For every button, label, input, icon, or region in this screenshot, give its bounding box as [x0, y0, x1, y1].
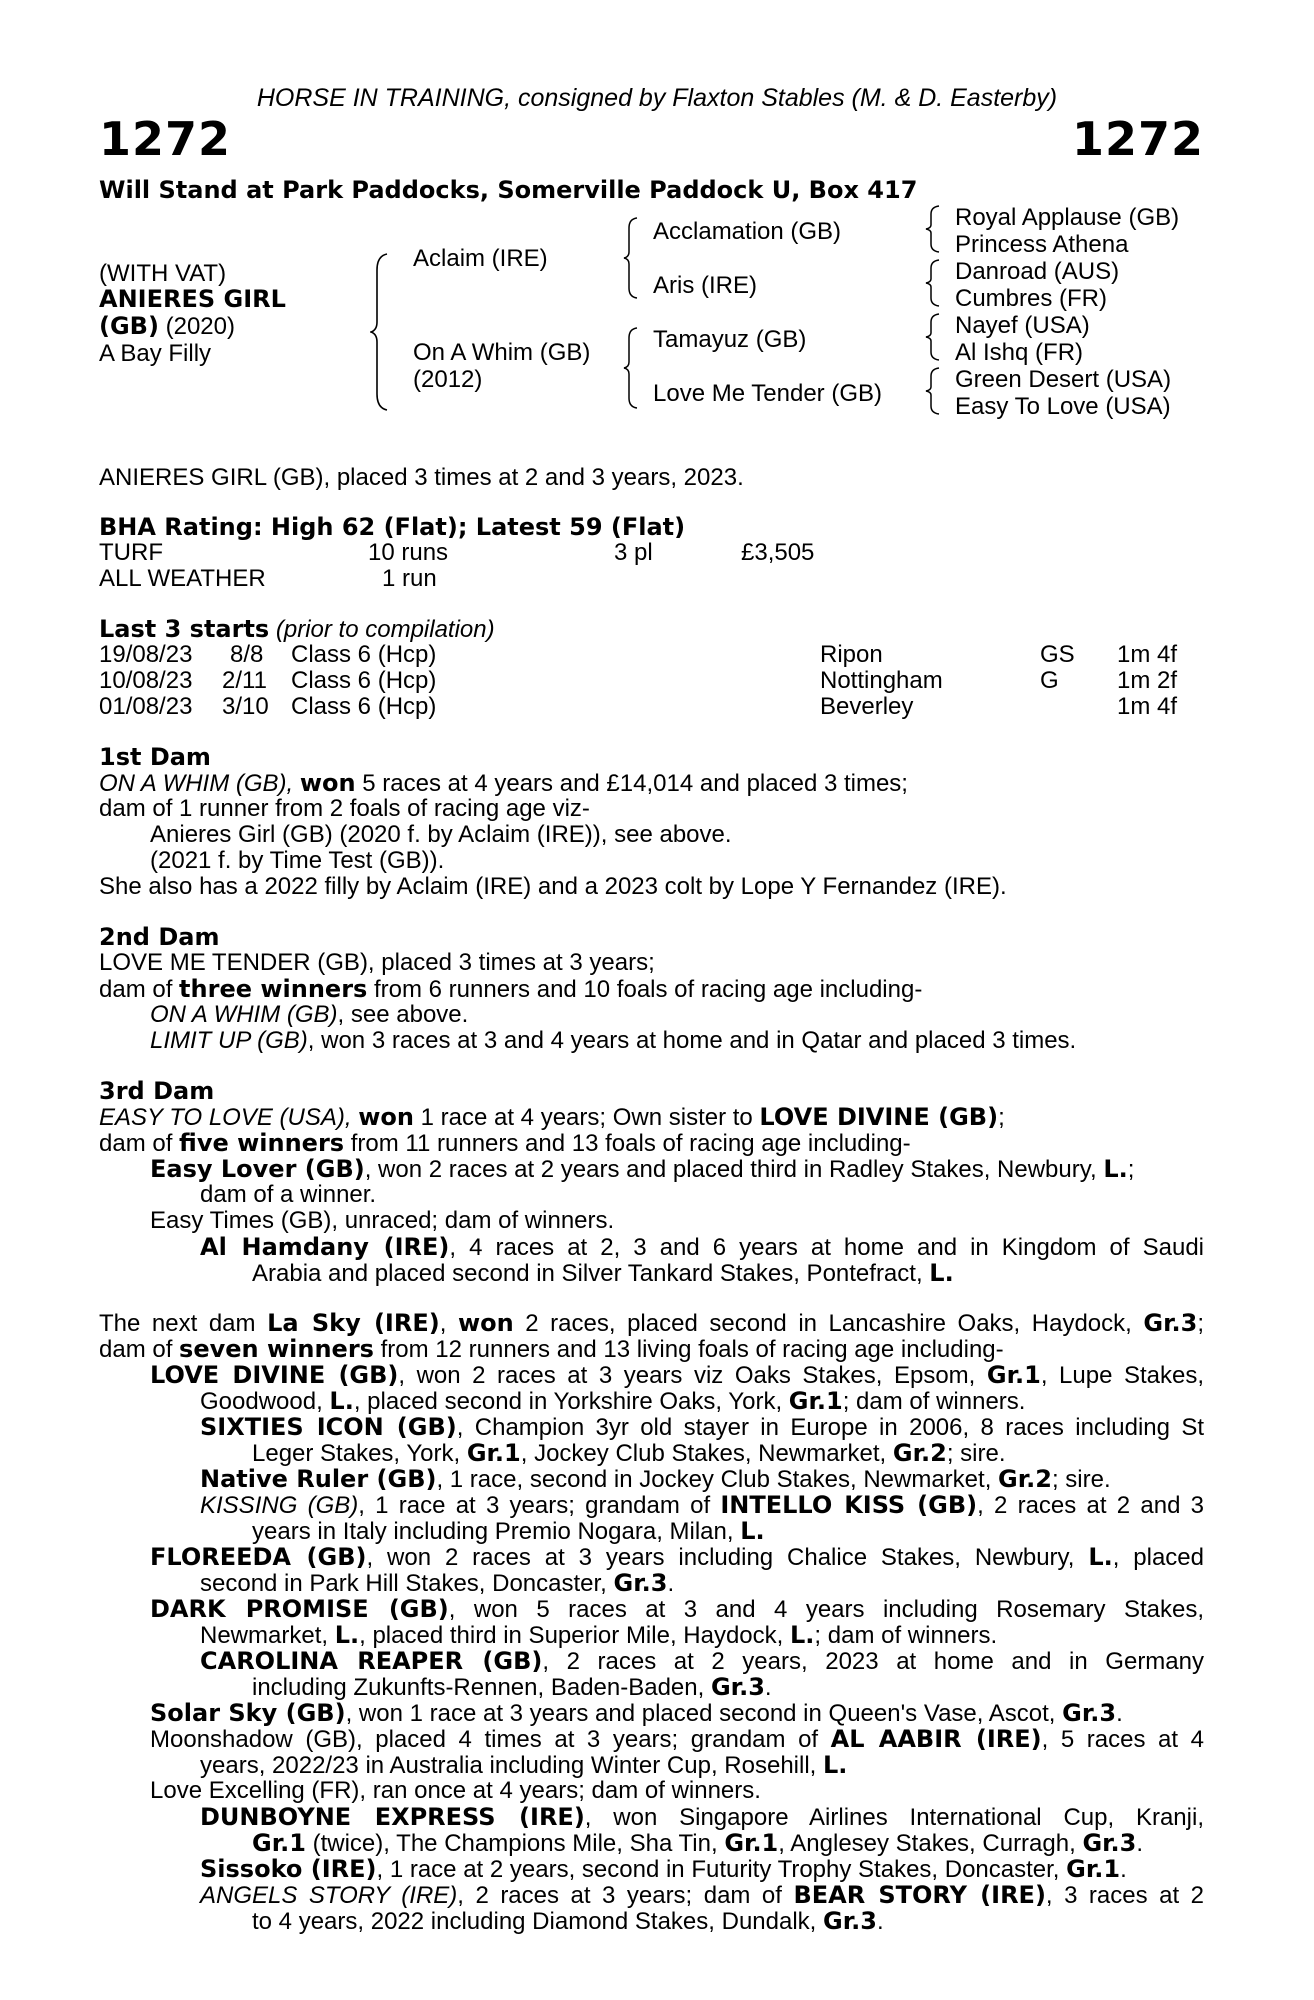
- text-segment: , 1 race at 2 years, second in Futurity Trophy Stakes, Doncaster,: [376, 1856, 1067, 1883]
- text-segment: years in Italy including Premio Nogara, Milan,: [252, 1518, 741, 1545]
- next-dam-line: [99, 1336, 1004, 1363]
- text-segment: .: [1136, 1830, 1144, 1857]
- progeny-name: Native Ruler (GB): [200, 1465, 437, 1493]
- race-grade: Gr.1: [788, 1387, 843, 1415]
- start-course: Beverley: [820, 693, 914, 720]
- progeny-name: ANGELS STORY (IRE): [200, 1882, 458, 1909]
- progeny-name: ON A WHIM (GB): [150, 1001, 338, 1028]
- text-segment: (twice), The Champions Mile, Sha Tin,: [305, 1830, 725, 1857]
- gen3-dsd: Al Ishq (FR): [955, 339, 1084, 366]
- race-grade: Gr.3: [613, 1569, 668, 1597]
- text-segment: ; sire.: [1051, 1466, 1111, 1493]
- winners-count: seven winners: [179, 1335, 374, 1363]
- text-segment: , won 1 race at 3 years and placed second in Queen's Vase, Ascot,: [345, 1700, 1063, 1727]
- text-segment: , Anglesey Stakes, Curragh,: [778, 1830, 1083, 1857]
- horse-summary: ANIERES GIRL (GB), placed 3 times at 2 and 3 years, 2023.: [99, 464, 744, 491]
- next-dam-line: [200, 1804, 1204, 1831]
- text-segment: The next dam: [99, 1310, 268, 1337]
- progeny-name: Al Hamdany (IRE): [200, 1233, 450, 1261]
- dam-name: ON A WHIM (GB),: [99, 770, 294, 797]
- next-dam-line: [200, 1570, 674, 1597]
- text-segment: , 1 race, second in Jockey Club Stakes, Newmarket,: [436, 1466, 999, 1493]
- winners-count: five winners: [179, 1129, 345, 1157]
- dam-year: (2012): [413, 366, 483, 393]
- text-segment: ; sire.: [946, 1440, 1006, 1467]
- text-segment: Arabia and placed second in Silver Tankard Stakes, Pontefract,: [252, 1260, 930, 1287]
- text-segment: Goodwood,: [200, 1388, 330, 1415]
- text-segment: , 1 race at 3 years; grandam of: [358, 1492, 721, 1519]
- dam-record: 5 races at 4 years and £14,014 and placed 3 times;: [355, 770, 908, 797]
- race-grade: Gr.1: [1066, 1855, 1121, 1883]
- horse-origin: (GB): [99, 312, 159, 340]
- rating-runs: 1 run: [382, 565, 437, 592]
- text-segment: ,: [439, 1310, 458, 1337]
- last-starts-heading: Last 3 starts: [99, 615, 270, 643]
- race-grade: Gr.1: [986, 1361, 1041, 1389]
- next-dam-line: [99, 1310, 1204, 1337]
- rating-surface: TURF: [99, 539, 163, 566]
- third-dam-line: [200, 1234, 1204, 1261]
- next-dam-line: [150, 1726, 1204, 1753]
- text-segment: , 3 races at 2: [1045, 1882, 1204, 1909]
- rating-prize: £3,505: [741, 539, 815, 566]
- progeny-name: KISSING (GB): [200, 1492, 359, 1519]
- text-segment: including Zukunfts-Rennen, Baden-Baden,: [252, 1674, 711, 1701]
- brace-gen3-1: [925, 204, 941, 254]
- start-position: 3/10: [222, 693, 269, 720]
- gen3-sss: Royal Applause (GB): [955, 204, 1180, 231]
- next-dam-line: [150, 1700, 1123, 1727]
- progeny-name: SIXTIES ICON (GB): [200, 1413, 457, 1441]
- dam-dam: Love Me Tender (GB): [653, 380, 882, 407]
- text-segment: , won 2 races at 2 years and placed third in Radley Stakes, Newbury,: [364, 1156, 1104, 1183]
- race-grade: Gr.3: [710, 1673, 765, 1701]
- text-segment: from 6 runners and 10 foals of racing age including-: [367, 976, 923, 1003]
- brace-gen3-3: [925, 312, 941, 362]
- next-dam-line: [200, 1752, 847, 1779]
- text-segment: , won 3 races at 3 and 4 years at home and in Qatar and placed 3 times.: [307, 1027, 1077, 1054]
- race-grade: Gr.1: [252, 1829, 306, 1857]
- progeny-name: DUNBOYNE EXPRESS (IRE): [200, 1803, 585, 1831]
- text-segment: , placed third in Superior Mile, Haydock,: [359, 1622, 790, 1649]
- next-dam-line: [150, 1544, 1204, 1571]
- text-segment: Leger Stakes, York,: [252, 1440, 467, 1467]
- text-segment: 1 race at 4 years; Own sister to: [413, 1104, 760, 1131]
- first-dam-line: Anieres Girl (GB) (2020 f. by Aclaim (IRE)), see above.: [150, 821, 732, 848]
- start-date: 19/08/23: [99, 641, 193, 668]
- text-segment: , placed second in Yorkshire Oaks, York,: [353, 1388, 789, 1415]
- next-dam-line: [252, 1908, 884, 1935]
- race-grade: Gr.3: [1143, 1309, 1198, 1337]
- next-dam-line: [150, 1596, 1204, 1623]
- next-dam-line: [200, 1648, 1204, 1675]
- next-dam-line: [252, 1830, 1143, 1857]
- progeny-name: Sissoko (IRE): [200, 1855, 377, 1883]
- next-dam-line: [200, 1882, 1204, 1909]
- text-segment: ; dam of winners.: [814, 1622, 998, 1649]
- race-grade: Gr.2: [998, 1465, 1052, 1493]
- race-grade: L.: [740, 1517, 765, 1545]
- rating-placed: 3 pl: [614, 539, 653, 566]
- next-dam-line: [200, 1414, 1204, 1441]
- first-dam-line: (2021 f. by Time Test (GB)).: [150, 847, 445, 874]
- race-grade: L.: [929, 1259, 954, 1287]
- horse-description: A Bay Filly: [99, 340, 212, 367]
- last-starts-subtitle: (prior to compilation): [275, 616, 495, 643]
- brace-gen3-4: [925, 366, 941, 416]
- horse-year: (2020): [165, 313, 235, 340]
- start-position: 8/8: [230, 641, 264, 668]
- text-segment: , Lupe Stakes,: [1040, 1362, 1204, 1389]
- start-position: 2/11: [222, 667, 267, 694]
- second-dam-title: 2nd Dam: [99, 923, 220, 951]
- start-going: GS: [1040, 641, 1075, 668]
- start-course: Ripon: [820, 641, 883, 668]
- text-segment: , placed: [1112, 1544, 1204, 1571]
- text-segment: to 4 years, 2022 including Diamond Stakes, Dundalk,: [252, 1908, 823, 1935]
- first-dam-line: She also has a 2022 filly by Aclaim (IRE) and a 2023 colt by Lope Y Fernandez (IRE).: [99, 873, 1007, 900]
- gen3-sds: Danroad (AUS): [955, 258, 1120, 285]
- stand-location: Will Stand at Park Paddocks, Somerville Paddock U, Box 417: [99, 176, 918, 204]
- gen3-ddd: Easy To Love (USA): [955, 393, 1171, 420]
- bha-rating-title: BHA Rating: High 62 (Flat); Latest 59 (Flat): [99, 513, 686, 541]
- text-segment: from 11 runners and 13 foals of racing age including-: [344, 1130, 911, 1157]
- race-grade: L.: [790, 1621, 815, 1649]
- next-dam-line: [252, 1674, 772, 1701]
- brace-gen2-dam: [623, 326, 639, 410]
- first-dam-line: dam of 1 runner from 2 foals of racing age viz-: [99, 795, 590, 822]
- start-distance: 1m 4f: [1117, 693, 1178, 720]
- progeny-name: CAROLINA REAPER (GB): [200, 1647, 543, 1675]
- progeny-name: Solar Sky (GB): [150, 1699, 346, 1727]
- next-dam-line: [200, 1622, 997, 1649]
- text-segment: ;: [1127, 1156, 1135, 1183]
- text-segment: dam of: [99, 1130, 180, 1157]
- horse-origin-year: [99, 313, 235, 340]
- third-dam-line: [99, 1130, 911, 1157]
- start-class: Class 6 (Hcp): [291, 641, 437, 668]
- second-dam-line: [150, 1002, 468, 1028]
- text-segment: second in Park Hill Stakes, Doncaster,: [200, 1570, 614, 1597]
- race-grade: Gr.1: [466, 1439, 521, 1467]
- text-segment: , 2 races at 2 and 3: [977, 1492, 1204, 1519]
- progeny-name: LIMIT UP (GB): [150, 1027, 308, 1054]
- next-dam-line: [150, 1362, 1204, 1389]
- brace-gen1: [370, 252, 390, 412]
- next-dam-line: [252, 1440, 1006, 1467]
- grandchild-name: BEAR STORY (IRE): [793, 1881, 1046, 1909]
- first-dam-title: 1st Dam: [99, 743, 211, 771]
- text-segment: , Jockey Club Stakes, Newmarket,: [520, 1440, 893, 1467]
- gen3-dss: Nayef (USA): [955, 312, 1090, 339]
- progeny-name: FLOREEDA (GB): [150, 1543, 367, 1571]
- last-starts-title: [99, 616, 495, 643]
- start-class: Class 6 (Hcp): [291, 693, 437, 720]
- sire-dam: Aris (IRE): [653, 272, 757, 299]
- text-segment: , won 2 races at 3 years including Chalice Stakes, Newbury,: [366, 1544, 1089, 1571]
- text-segment: .: [1116, 1700, 1123, 1727]
- third-dam-line: dam of a winner.: [200, 1181, 377, 1208]
- race-grade: Gr.1: [724, 1829, 779, 1857]
- text-segment: , 2 races at 3 years; dam of: [457, 1882, 794, 1909]
- progeny-name: LOVE DIVINE (GB): [150, 1361, 399, 1389]
- start-distance: 1m 2f: [1117, 667, 1178, 694]
- text-segment: ;: [1197, 1310, 1204, 1337]
- text-segment: ;: [998, 1104, 1005, 1131]
- text-segment: , Champion 3yr old stayer in Europe in 2006, 8 races including St: [456, 1414, 1205, 1441]
- next-dam-line: [200, 1492, 1204, 1519]
- text-segment: .: [667, 1570, 675, 1597]
- next-dam-line: [200, 1466, 1111, 1493]
- race-grade: Gr.3: [823, 1907, 877, 1935]
- race-grade: L.: [329, 1387, 354, 1415]
- third-dam-line: [99, 1104, 1005, 1131]
- won-label: won: [299, 769, 356, 797]
- text-segment: ; dam of winners.: [842, 1388, 1026, 1415]
- brace-gen2-sire: [623, 216, 639, 300]
- text-segment: dam of: [99, 976, 180, 1003]
- second-dam-line: [150, 1028, 1076, 1054]
- race-grade: L.: [1103, 1155, 1128, 1183]
- race-grade: Gr.2: [892, 1439, 947, 1467]
- gen3-ssd: Princess Athena: [955, 231, 1129, 258]
- race-grade: L.: [823, 1751, 848, 1779]
- start-class: Class 6 (Hcp): [291, 667, 437, 694]
- race-grade: L.: [334, 1621, 360, 1649]
- progeny-name: DARK PROMISE (GB): [150, 1595, 449, 1623]
- consignment-line: HORSE IN TRAINING, consigned by Flaxton Stables (M. & D. Easterby): [256, 84, 1058, 112]
- text-segment: .: [764, 1674, 772, 1701]
- won-label: won: [457, 1309, 514, 1337]
- start-date: 01/08/23: [99, 693, 193, 720]
- grandchild-name: INTELLO KISS (GB): [720, 1491, 978, 1519]
- text-segment: years, 2022/23 in Australia including Winter Cup, Rosehill,: [200, 1752, 823, 1779]
- rating-runs: 10 runs: [368, 539, 449, 566]
- text-segment: , 2 races at 2 years, 2023 at home and in Germany: [542, 1648, 1204, 1675]
- text-segment: , won 5 races at 3 and 4 years including Rosemary Stakes,: [448, 1596, 1204, 1623]
- won-label: won: [358, 1103, 414, 1131]
- third-dam-line: [252, 1260, 954, 1287]
- next-dam-line: [252, 1518, 765, 1545]
- text-segment: , won 2 races at 3 years viz Oaks Stakes, Epsom,: [398, 1362, 987, 1389]
- text-segment: .: [1120, 1856, 1127, 1883]
- text-segment: , 5 races at 4: [1041, 1726, 1204, 1753]
- next-dam-line: [200, 1388, 1025, 1415]
- rating-surface: ALL WEATHER: [99, 565, 266, 592]
- text-segment: , see above.: [337, 1001, 469, 1028]
- next-dam-line: Love Excelling (FR), ran once at 4 years; dam of winners.: [150, 1777, 761, 1804]
- text-segment: .: [876, 1908, 884, 1935]
- vat-note: (WITH VAT): [99, 260, 227, 287]
- text-segment: Newmarket,: [200, 1622, 335, 1649]
- progeny-name: Easy Lover (GB): [150, 1155, 365, 1183]
- race-grade: Gr.3: [1082, 1829, 1137, 1857]
- dam-name: EASY TO LOVE (USA),: [99, 1104, 352, 1131]
- start-date: 10/08/23: [99, 667, 193, 694]
- text-segment: dam of: [99, 1336, 180, 1363]
- race-grade: Gr.3: [1062, 1699, 1117, 1727]
- grandchild-name: AL AABIR (IRE): [830, 1725, 1042, 1753]
- dam: On A Whim (GB): [413, 339, 591, 366]
- start-course: Nottingham: [820, 667, 943, 694]
- second-dam-line: LOVE ME TENDER (GB), placed 3 times at 3 years;: [99, 949, 655, 976]
- third-dam-line: Easy Times (GB), unraced; dam of winners.: [150, 1207, 615, 1234]
- sire-sire: Acclamation (GB): [653, 218, 842, 245]
- text-segment: from 12 runners and 13 living foals of racing age including-: [373, 1336, 1004, 1363]
- text-segment: , won Singapore Airlines International Cup, Kranji,: [584, 1804, 1204, 1831]
- gen3-dds: Green Desert (USA): [955, 366, 1172, 393]
- third-dam-line: [150, 1156, 1134, 1183]
- first-dam-line: [99, 770, 908, 797]
- race-grade: L.: [1088, 1543, 1113, 1571]
- sire: Aclaim (IRE): [413, 245, 548, 272]
- start-going: G: [1040, 667, 1059, 694]
- lot-number-left: 1272: [99, 112, 232, 166]
- text-segment: 2 races, placed second in Lancashire Oaks, Haydock,: [513, 1310, 1144, 1337]
- second-dam-line: [99, 976, 922, 1003]
- third-dam-title: 3rd Dam: [99, 1077, 215, 1105]
- start-distance: 1m 4f: [1117, 641, 1178, 668]
- horse-name: ANIERES GIRL: [99, 285, 286, 313]
- text-segment: , 4 races at 2, 3 and 6 years at home and in Kingdom of Saudi: [449, 1234, 1204, 1261]
- text-segment: Moonshadow (GB), placed 4 times at 3 years; grandam of: [150, 1726, 831, 1753]
- next-dam-line: [200, 1856, 1127, 1883]
- brace-gen3-2: [925, 258, 941, 308]
- dam-sire: Tamayuz (GB): [653, 326, 807, 353]
- winners-count: three winners: [179, 975, 368, 1003]
- sibling-name: LOVE DIVINE (GB): [759, 1103, 999, 1131]
- dam-name: La Sky (IRE): [267, 1309, 440, 1337]
- gen3-sdd: Cumbres (FR): [955, 285, 1108, 312]
- lot-number-right: 1272: [1071, 112, 1204, 166]
